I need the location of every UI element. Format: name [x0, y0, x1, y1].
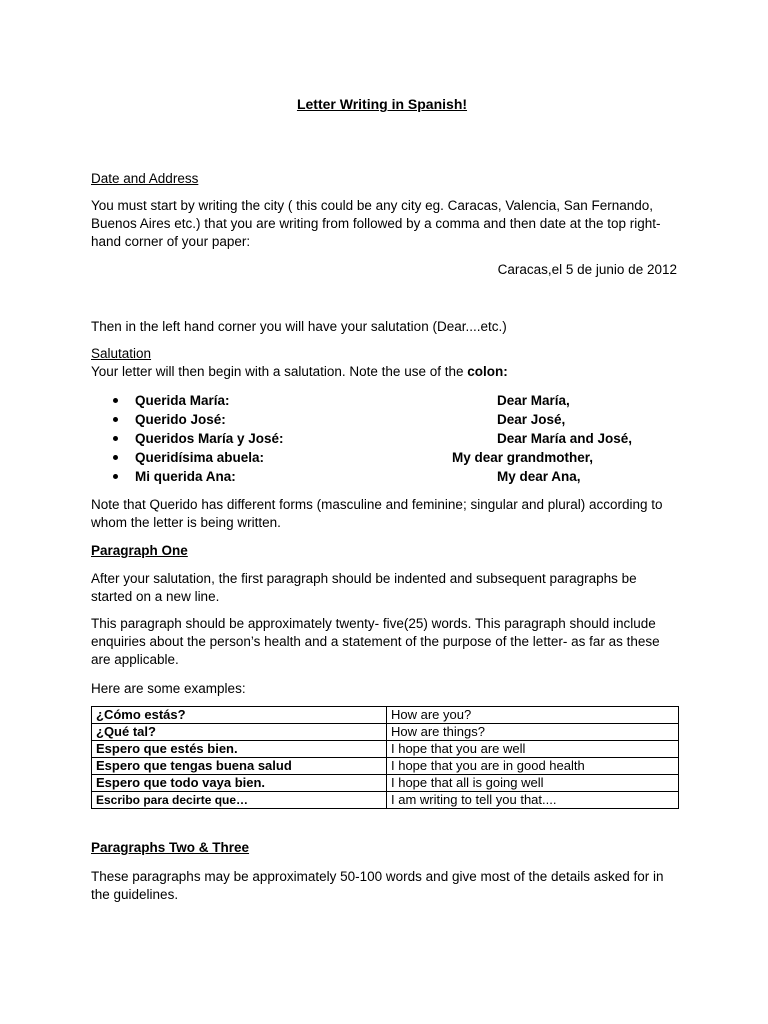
- salutation-translation: Dear María,: [497, 393, 570, 408]
- bullet-icon: [113, 455, 118, 460]
- bullet-icon: [113, 398, 118, 403]
- salutation-intro: Your letter will then begin with a salutation. Note the use of the colon:: [91, 364, 508, 379]
- date-address-line-2: Buenos Aires etc.) that you are writing from followed by a comma and then date at the top right-: [91, 216, 661, 231]
- salutation-item: Queridísima abuela:: [113, 449, 264, 467]
- salutation-translation: Dear José,: [497, 412, 566, 427]
- date-address-heading: Date and Address: [91, 171, 199, 186]
- table-row: [92, 741, 679, 758]
- spanish-phrase: Espero que tengas buena salud: [92, 758, 387, 775]
- english-phrase: How are things?: [387, 724, 679, 741]
- english-phrase: I am writing to tell you that....: [387, 792, 679, 809]
- salutation-translation: My dear grandmother,: [452, 450, 594, 465]
- table-row: [92, 758, 679, 775]
- page-title: Letter Writing in Spanish!: [296, 96, 468, 112]
- paragraphs-two-three-heading: Paragraphs Two & Three: [91, 840, 250, 855]
- salutation-item: Queridos María y José:: [113, 430, 284, 448]
- paragraph-one-heading: Paragraph One: [91, 543, 188, 558]
- english-phrase: I hope that you are well: [387, 741, 679, 758]
- salutation-item: Querida María:: [113, 392, 230, 410]
- paragraphs-two-three-text-1: These paragraphs may be approximately 50-100 words and give most of the details asked for in: [91, 869, 664, 884]
- table-row: [92, 724, 679, 741]
- bullet-icon: [113, 474, 118, 479]
- table-row: [92, 792, 679, 809]
- salutation-item: Mi querida Ana:: [113, 468, 236, 486]
- example-date: Caracas,el 5 de junio de 2012: [497, 262, 677, 277]
- spanish-phrase: ¿Cómo estás?: [92, 707, 387, 724]
- spanish-phrase: ¿Qué tal?: [92, 724, 387, 741]
- paragraph-one-text-1b: started on a new line.: [91, 589, 220, 604]
- bullet-icon: [113, 417, 118, 422]
- paragraph-one-text-2b: enquiries about the person’s health and a statement of the purpose of the letter- as far as these: [91, 634, 660, 649]
- paragraph-one-text-2a: This paragraph should be approximately twenty- five(25) words. This paragraph should include: [91, 616, 656, 631]
- querido-note-line-1: Note that Querido has different forms (masculine and feminine; singular and plural) according to: [91, 497, 663, 512]
- spanish-phrase: Espero que estés bien.: [92, 741, 387, 758]
- english-phrase: How are you?: [387, 707, 679, 724]
- examples-table: [91, 706, 679, 809]
- english-phrase: I hope that all is going well: [387, 775, 679, 792]
- date-address-line-1: You must start by writing the city ( this could be any city eg. Caracas, Valencia, San Fernando,: [91, 198, 654, 213]
- bullet-icon: [113, 436, 118, 441]
- salutation-note: Then in the left hand corner you will have your salutation (Dear....etc.): [91, 319, 507, 334]
- salutation-heading: Salutation: [91, 346, 152, 361]
- salutation-item: Querido José:: [113, 411, 226, 429]
- salutation-translation: Dear María and José,: [497, 431, 633, 446]
- salutation-translation: My dear Ana,: [497, 469, 581, 484]
- querido-note-line-2: whom the letter is being written.: [91, 515, 281, 530]
- spanish-phrase: Escribo para decirte que…: [92, 792, 387, 809]
- english-phrase: I hope that you are in good health: [387, 758, 679, 775]
- examples-intro: Here are some examples:: [91, 681, 246, 696]
- table-row: [92, 707, 679, 724]
- paragraph-one-text-2c: are applicable.: [91, 652, 179, 667]
- paragraphs-two-three-text-2: the guidelines.: [91, 887, 179, 902]
- table-row: [92, 775, 679, 792]
- spanish-phrase: Espero que todo vaya bien.: [92, 775, 387, 792]
- date-address-line-3: hand corner of your paper:: [91, 234, 251, 249]
- paragraph-one-text-1a: After your salutation, the first paragraph should be indented and subsequent paragraphs be: [91, 571, 637, 586]
